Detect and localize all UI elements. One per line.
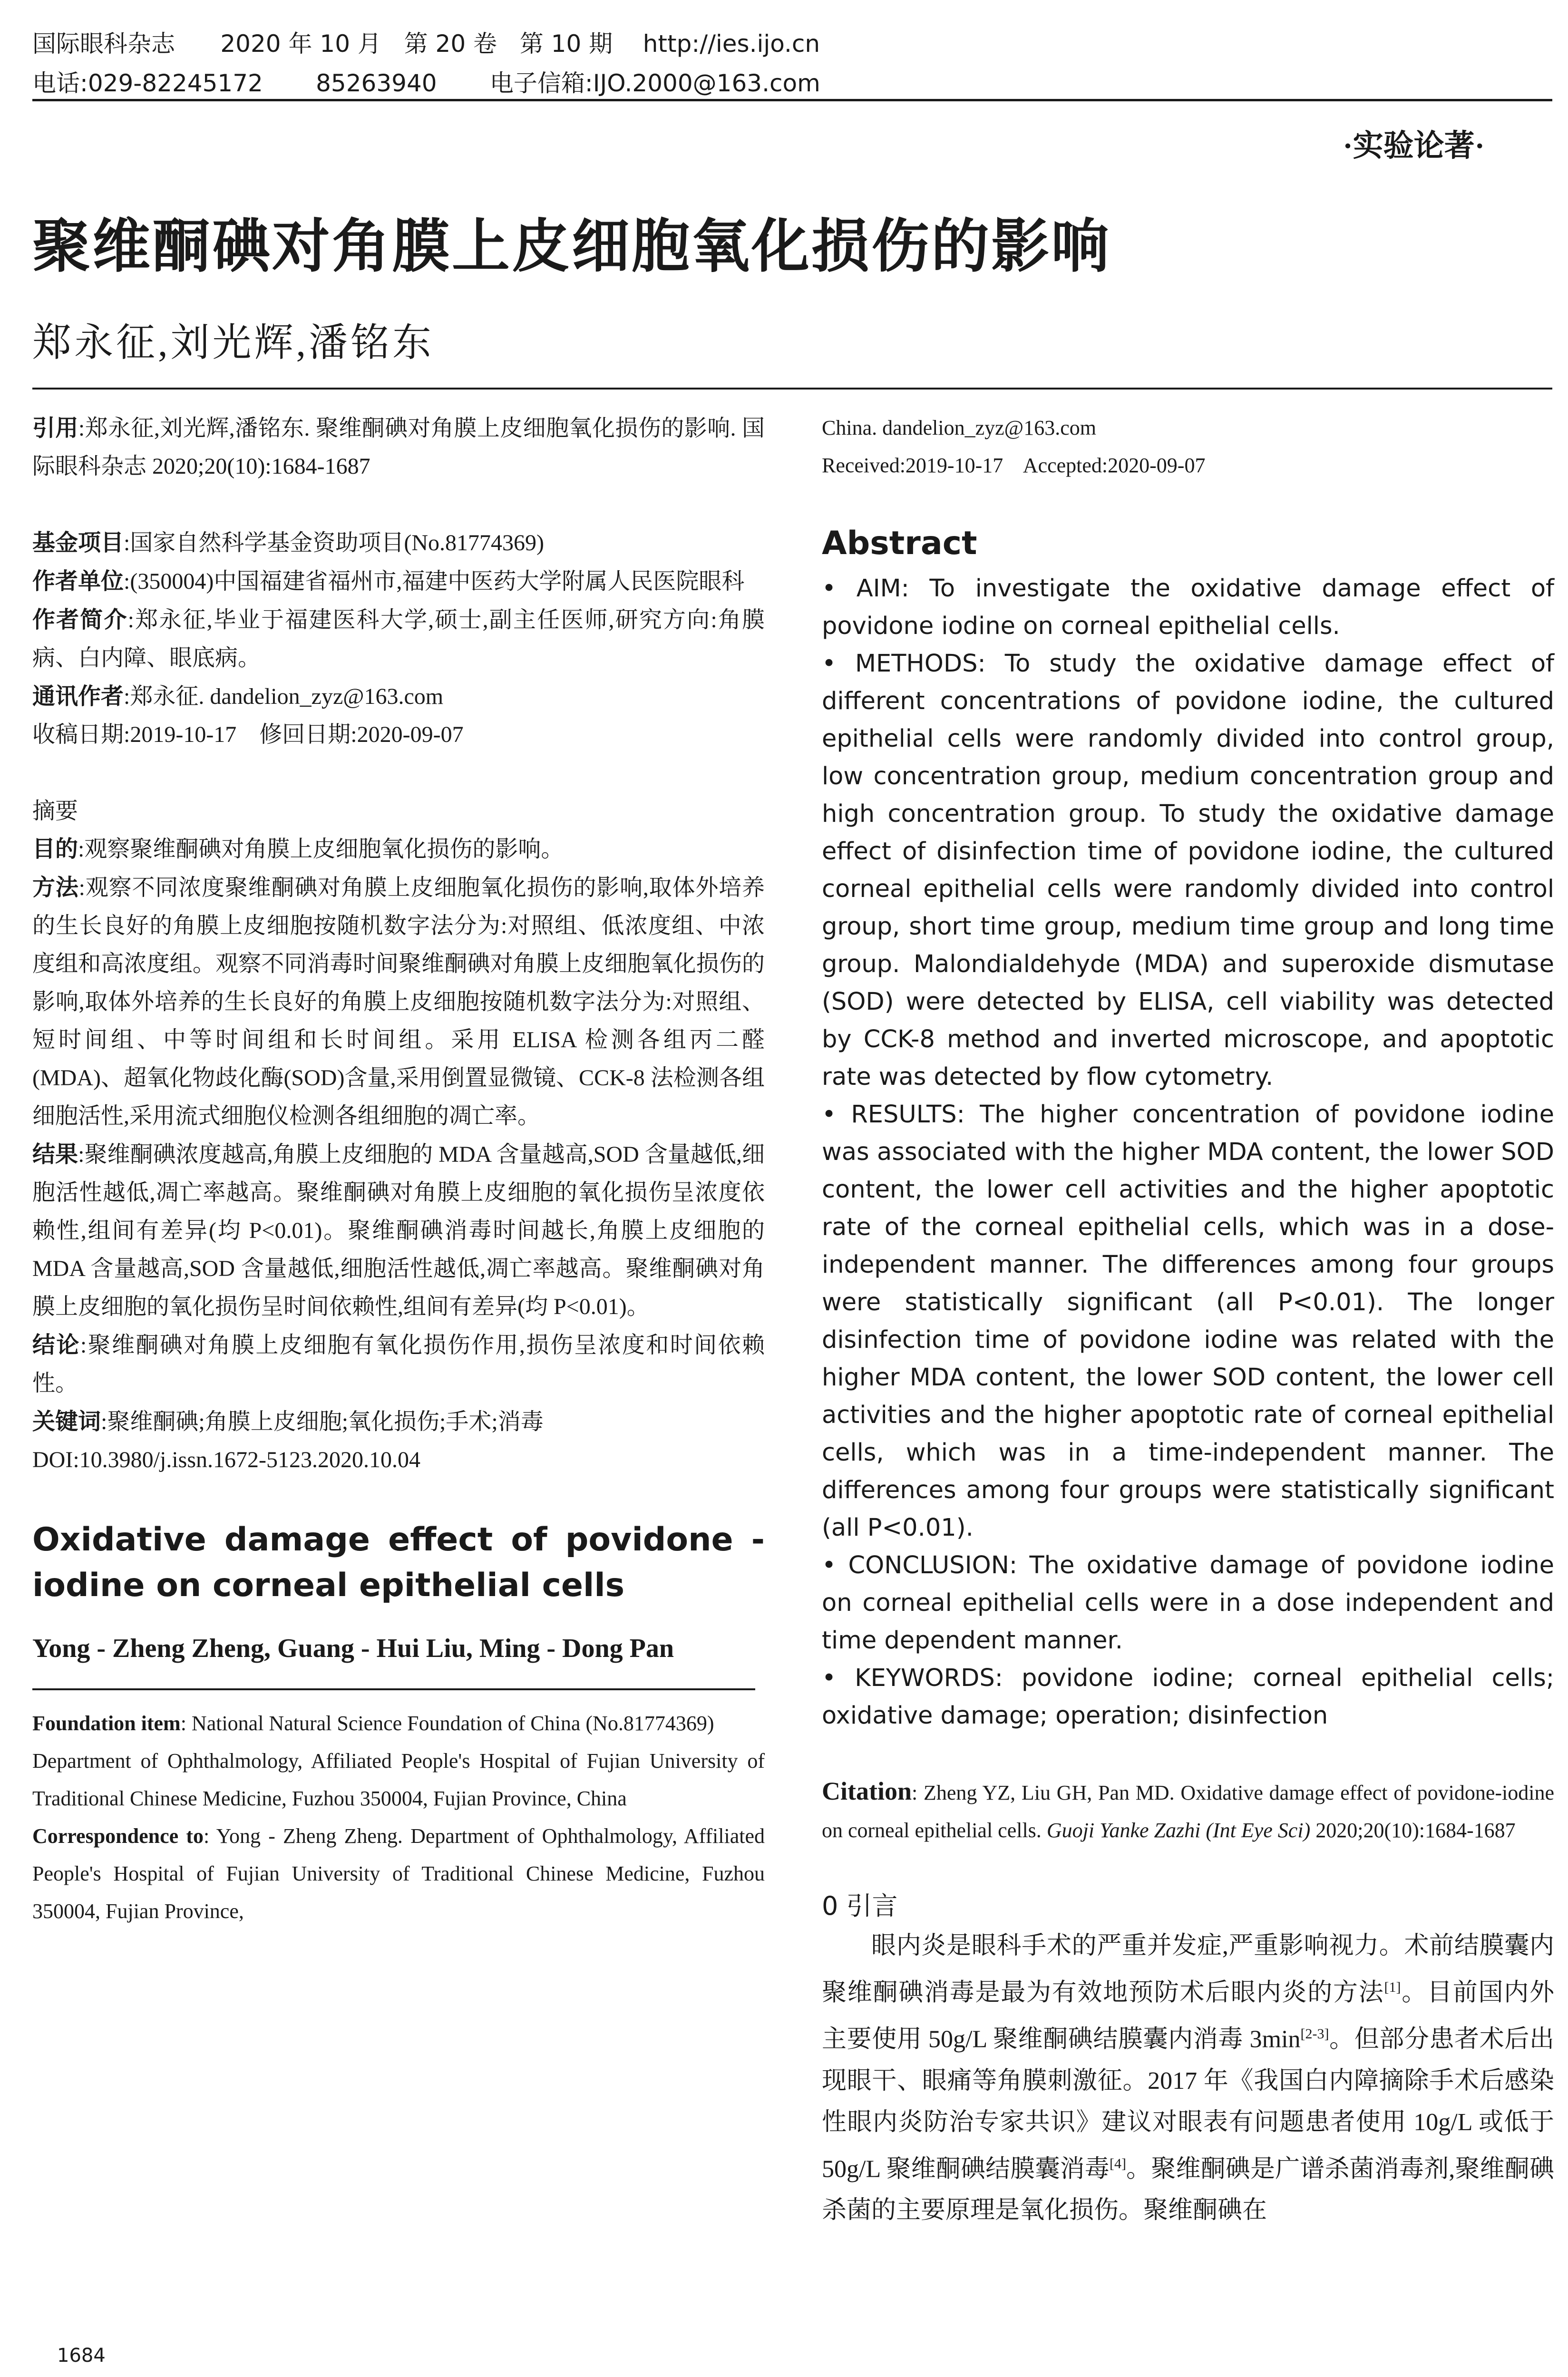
abstract-en-heading: Abstract	[822, 525, 977, 562]
issue: 第 10 期	[519, 30, 613, 58]
department-en: Department of Ophthalmology, Affiliated People's Hospital of Fujian University of Traditional Chinese Medicine, Fuzhou 350004, Fujian Province, China	[32, 1749, 765, 1810]
email[interactable]: 电子信箱:IJO.2000@163.com	[489, 69, 820, 97]
citation-cn: 引用:郑永征,刘光辉,潘铭东. 聚维酮碘对角膜上皮细胞氧化损伤的影响. 国际眼科杂志 2020;20(10):1684-1687	[32, 415, 765, 479]
citation-en: Citation: Zheng YZ, Liu GH, Pan MD. Oxidative damage effect of povidone-iodine on corneal epithelial cells. Guoji Yanke Zazhi (Int Eye Sci) 2020;20(10):1684-1687	[822, 1777, 1554, 1842]
author-unit: 作者单位:(350004)中国福建省福州市,福建中医药大学附属人民医院眼科	[32, 568, 745, 594]
abstract-cn-conclusion: 结论:聚维酮碘对角膜上皮细胞有氧化损伤作用,损伤呈浓度和时间依赖性。	[32, 1332, 765, 1396]
ref-2-3[interactable]: [2-3]	[1300, 2026, 1329, 2042]
section-tag: ·实验论著·	[1343, 129, 1485, 163]
received-accepted: Received:2019-10-17 Accepted:2020-09-07	[822, 454, 1206, 477]
correspondence-en: Correspondence to: Yong - Zheng Zheng. Department of Ophthalmology, Affiliated People's Hospital of Fujian University of Traditional Chinese Medicine, Fuzhou 350004, Fujian Province,	[32, 1824, 765, 1923]
abstract-cn-heading: 摘要	[32, 798, 78, 824]
abstract-en-conclusion: • CONCLUSION: The oxidative damage of povidone iodine on corneal epithelial cells were in a dose independent and time dependent manner.	[822, 1551, 1554, 1655]
journal-name: 国际眼科杂志	[32, 30, 175, 58]
corresponding-author: 通讯作者:郑永征. dandelion_zyz@163.com	[32, 683, 444, 710]
abstract-en-results: • RESULTS: The higher concentration of povidone iodine was associated with the higher MDA content, the lower SOD content, the lower cell activities and the higher apoptotic rate of the corneal epithelial cells, which was in a dose-independent manner. The differences among four groups were statistically significant (all P<0.01). The longer disinfection time of povidone iodine was related with the higher MDA content, the lower SOD content, the lower cell activities and the higher apoptotic rate of corneal epithelial cells, which was in a time-independent manner. The differences among four groups were statistically significant (all P<0.01).	[822, 1101, 1554, 1542]
abstract-cn-results: 结果:聚维酮碘浓度越高,角膜上皮细胞的 MDA 含量越高,SOD 含量越低,细胞活性越低,凋亡率越高。聚维酮碘对角膜上皮细胞的氧化损伤呈浓度依赖性,组间有差异(均 P<0.01)。聚维酮碘消毒时间越长,角膜上皮细胞的 MDA 含量越高,SOD 含量越低,细胞活性越低,凋亡率越高。聚维酮碘对角膜上皮细胞的氧化损伤呈时间依赖性,组间有差异(均 P<0.01)。	[32, 1141, 765, 1319]
doi[interactable]: DOI:10.3980/j.issn.1672-5123.2020.10.04	[32, 1447, 420, 1472]
correspondence-en-cont[interactable]: China. dandelion_zyz@163.com	[822, 416, 1096, 439]
left-column	[32, 409, 765, 1930]
abstract-en-methods: • METHODS: To study the oxidative damage effect of different concentrations of povidone iodine, the cultured epithelial cells were randomly divided into control group, low concentration group, medium concentration group and high concentration group. To study the oxidative damage effect of disinfection time of povidone iodine, the cultured corneal epithelial cells were randomly divided into control group, short time group, medium time group and long time group. Malondialdehyde (MDA) and superoxide dismutase (SOD) were detected by ELISA, cell viability was detected by CCK-8 method and inverted microscope, and apoptotic rate was detected by flow cytometry.	[822, 650, 1554, 1091]
title-rule	[32, 388, 1552, 390]
keywords-cn: 关键词:聚维酮碘;角膜上皮细胞;氧化损伤;手术;消毒	[32, 1408, 544, 1435]
fund: 基金项目:国家自然科学基金资助项目(No.81774369)	[32, 529, 544, 556]
page-number: 1684	[57, 2345, 106, 2367]
authors-cn: 郑永征,刘光辉,潘铭东	[32, 321, 435, 364]
author-bio: 作者简介:郑永征,毕业于福建医科大学,硕士,副主任医师,研究方向:角膜病、白内障、眼底病。	[32, 606, 765, 671]
journal-url[interactable]: http://ies.ijo.cn	[643, 30, 820, 58]
ref-1[interactable]: [1]	[1384, 1979, 1401, 1995]
volume: 第 20 卷	[404, 30, 497, 58]
abstract-cn-aim: 目的:观察聚维酮碘对角膜上皮细胞氧化损伤的影响。	[32, 836, 564, 862]
footnote-rule	[32, 1688, 755, 1690]
abstract-cn-methods: 方法:观察不同浓度聚维酮碘对角膜上皮细胞氧化损伤的影响,取体外培养的生长良好的角膜上皮细胞按随机数字法分为:对照组、低浓度组、中浓度组和高浓度组。观察不同消毒时间聚维酮碘对角膜上皮细胞氧化损伤的影响,取体外培养的生长良好的角膜上皮细胞按随机数字法分为:对照组、短时间组、中等时间组和长时间组。采用 ELISA 检测各组丙二醛(MDA)、超氧化物歧化酶(SOD)含量,采用倒置显微镜、CCK-8 法检测各组细胞活性,采用流式细胞仪检测各组细胞的凋亡率。	[32, 874, 765, 1129]
journal-header-line-1	[32, 25, 820, 59]
english-title: Oxidative damage effect of povidone - iodine on corneal epithelial cells	[32, 1521, 765, 1604]
journal-header-line-2	[32, 64, 820, 98]
phone: 电话:029-82245172	[32, 69, 263, 97]
page-title: 聚维酮碘对角膜上皮细胞氧化损伤的影响	[32, 213, 1111, 280]
phone-2: 85263940	[316, 69, 437, 97]
dates-cn: 收稿日期:2019-10-17 修回日期:2020-09-07	[32, 722, 464, 747]
ref-4[interactable]: [4]	[1109, 2155, 1126, 2172]
abstract-en-keywords: • KEYWORDS: povidone iodine; corneal epithelial cells; oxidative damage; operation; disinfection	[822, 1664, 1554, 1730]
header-rule	[32, 99, 1552, 101]
english-authors: Yong - Zheng Zheng, Guang - Hui Liu, Ming - Dong Pan	[32, 1634, 674, 1663]
intro-paragraph: 眼内炎是眼科手术的严重并发症,严重影响视力。术前结膜囊内聚维酮碘消毒是最为有效地预防术后眼内炎的方法[1]。目前国内外主要使用 50g/L 聚维酮碘结膜囊内消毒 3min[2-3]。但部分患者术后出现眼干、眼痛等角膜刺激征。2017 年《我国白内障摘除手术后感染性眼内炎防治专家共识》建议对眼表有问题患者使用 10g/L 或低于 50g/L 聚维酮碘结膜囊消毒[4]。聚维酮碘是广谱杀菌消毒剂,聚维酮碘杀菌的主要原理是氧化损伤。聚维酮碘在	[822, 1932, 1554, 2224]
foundation-item: Foundation item: National Natural Science Foundation of China (No.81774369)	[32, 1712, 714, 1735]
abstract-en-aim: • AIM: To investigate the oxidative damage effect of povidone iodine on corneal epithelial cells.	[822, 575, 1554, 640]
issue-date: 2020 年 10 月	[220, 30, 381, 58]
intro-heading: 0 引言	[822, 1891, 898, 1921]
right-column	[822, 409, 1554, 2231]
